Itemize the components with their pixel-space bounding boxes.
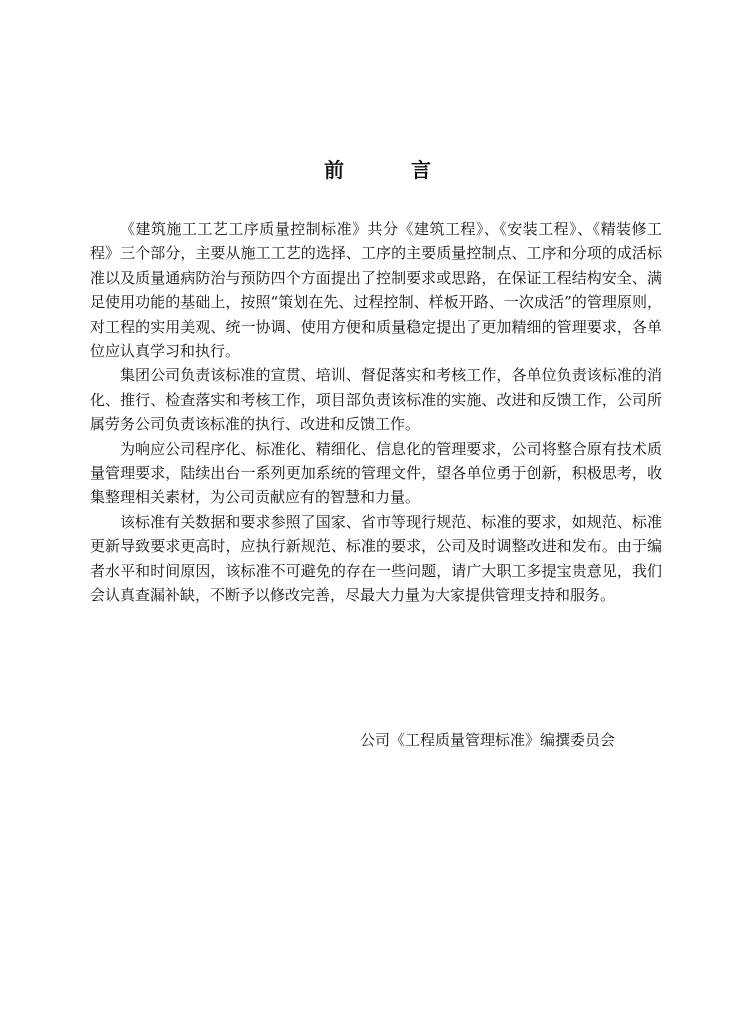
page-title: 前 言	[324, 158, 461, 182]
paragraph-4: 该标准有关数据和要求参照了国家、省市等现行规范、标准的要求，如规范、标准更新导致要求更高时，应执行新规范、标准的要求，公司及时调整改进和发布。由于编者水平和时间原因，该标准不可避免的存在一些问题，请广大职工多提宝贵意见，我们会认真查漏补缺，不断予以修改完善，尽最大力量为大家提供管理支持和服务。	[90, 512, 662, 605]
paragraph-1: 《建筑施工工艺工序质量控制标准》共分《建筑工程》、《安装工程》、《精装修工程》三个部分，主要从施工工艺的选择、工序的主要质量控制点、工序和分项的成活标准以及质量通病防治与预防四个方面提出了控制要求或思路，在保证工程结构安全、满足使用功能的基础上，按照“策划在先、过程控制、样板开路、一次成活”的管理原则，对工程的实用美观、统一协调、使用方便和质量稳定提出了更加精细的管理要求，各单位应认真学习和执行。	[90, 220, 662, 361]
paragraph-3: 为响应公司程序化、标准化、精细化、信息化的管理要求，公司将整合原有技术质量管理要求，陆续出台一系列更加系统的管理文件，望各单位勇于创新，积极思考，收集整理相关素材，为公司贡献应有的智慧和力量。	[90, 439, 662, 507]
signature: 公司《工程质量管理标准》编撰委员会	[360, 731, 616, 749]
paragraph-2: 集团公司负责该标准的宣贯、培训、督促落实和考核工作，各单位负责该标准的消化、推行、检查落实和考核工作，项目部负责该标准的实施、改进和反馈工作，公司所属劳务公司负责该标准的执行、改进和反馈工作。	[90, 366, 662, 434]
preface-body	[90, 217, 662, 608]
